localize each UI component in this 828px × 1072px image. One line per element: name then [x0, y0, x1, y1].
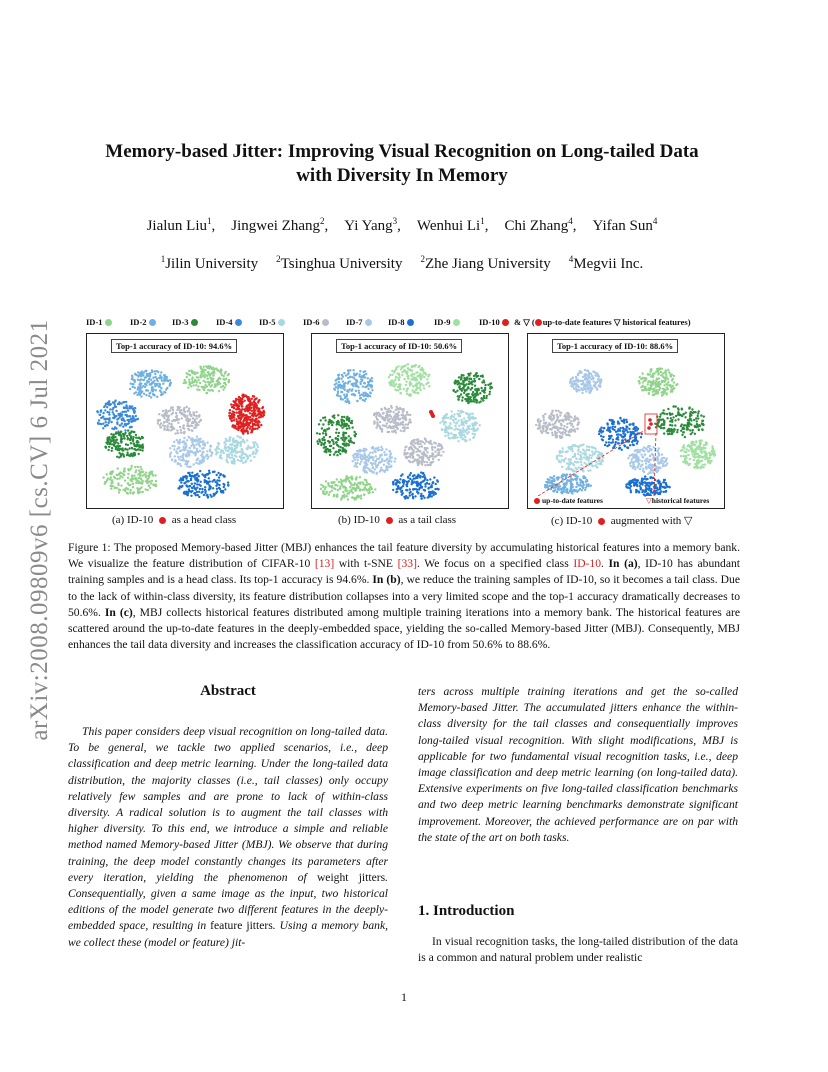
affiliation: $^4$Megvii Inc.: [568, 254, 644, 272]
accuracy-label-a: Top-1 accuracy of ID-10: 94.6%: [111, 339, 237, 353]
tsne-scatter-b: [312, 334, 508, 508]
legend-tail: & ▽ ( up-to-date features ▽ historical features): [514, 317, 691, 327]
tsne-scatter-a: [87, 334, 283, 508]
inset-up-label: up-to-date features: [534, 496, 603, 505]
figure-legend: [86, 317, 722, 331]
legend-item: ID-1: [86, 317, 112, 327]
author-name: Jialun Liu$^1$,: [146, 216, 216, 234]
tsne-panel-a: [86, 333, 284, 509]
tsne-panel-c: [527, 333, 725, 509]
legend-item: ID-3: [172, 317, 198, 327]
legend-item: ID-9: [434, 317, 460, 327]
legend-item: ID-6: [303, 317, 329, 327]
affiliation: $^1$Jilin University: [160, 254, 259, 272]
legend-item: ID-4: [216, 317, 242, 327]
tsne-scatter-c: [528, 334, 724, 508]
accuracy-label-c: Top-1 accuracy of ID-10: 88.6%: [552, 339, 678, 353]
abstract-heading: Abstract: [200, 683, 256, 699]
abstract-text-col2: ters across multiple training iterations and get the so-called Memory-based Jitter. The accumulated jitters enhance the within-class diversity for the tail classes and consequentially improves long-tailed visual recognition. With slight modifications, MBJ is applicable for two fundamental visual recognition tasks, i.e., deep image classification and deep metric learning (on long-tailed data). Extensive experiments on five long-tailed classification benchmarks and two deep metric learning benchmarks demonstrate significant improvement. Moreover, the achieved performance are on par with the state of the art on both tasks.: [418, 685, 738, 844]
legend-item: ID-2: [130, 317, 156, 327]
subcaption-c: (c) ID-10 augmented with ▽: [551, 515, 693, 527]
author-name: Chi Zhang$^4$,: [504, 216, 577, 234]
arxiv-stamp: arXiv:2008.09809v6 [cs.CV] 6 Jul 2021: [26, 319, 53, 741]
accuracy-label-b: Top-1 accuracy of ID-10: 50.6%: [336, 339, 462, 353]
legend-item: ID-5: [259, 317, 285, 327]
abstract-text-col1: This paper considers deep visual recognition on long-tailed data. To be general, we tackle two applied scenarios, i.e., deep classification and deep metric learning. Under the long-tailed data distribution, the majority classes (i.e., tail classes) only occupy relatively few samples and are prone to lack of within-class diversity. A radical solution is to augment the tail classes with higher diversity. To this end, we introduce a simple and reliable method named Memory-based Jitter (MBJ). We observe that during training, the deep model constantly changes its parameters after every iteration, yielding the phenomenon of weight jitters. Consequentially, given a same image as the input, two historical editions of the model generate two different features in the deeply-embedded space, resulting in feature jitters. Using a memory bank, we collect these (model or feature) jit-: [68, 725, 389, 949]
author-list: [70, 218, 734, 235]
author-name: Yi Yang$^3$,: [344, 216, 401, 234]
author-name: Jingwei Zhang$^2$,: [231, 216, 329, 234]
legend-item: ID-7: [346, 317, 372, 327]
paper-title: Memory-based Jitter: Improving Visual Recognition on Long-tailed Data with Diversity In Memory: [105, 141, 699, 186]
subcaption-a: (a) ID-10 as a head class: [112, 514, 237, 526]
legend-item: ID-10: [479, 317, 509, 327]
figure-caption: Figure 1: The proposed Memory-based Jitter (MBJ) enhances the tail feature diversity by accumulating historical features into a memory bank. We visualize the feature distribution of CIFAR-10 [13] with t-SNE [33]. We focus on a specified class ID-10. In (a), ID-10 has abundant training samples and is a head class. Its top-1 accuracy is 94.6%. In (b), we reduce the training samples of ID-10, so it becomes a tail class. Due to the lack of within-class diversity, its feature distribution collapses into a very limited scope and the top-1 accuracy dramatically decreases to 50.6%. In (c), MBJ collects historical features distributed among multiple training iterations into a memory bank. The historical features are scattered around the up-to-date features in the deeply-embedded space, yielding the so-called Memory-based Jitter (MBJ). Consequently, MBJ enhances the tail data diversity and increases the classification accuracy of ID-10 from 50.6% to 88.6%.: [68, 541, 741, 652]
page-number: 1: [401, 990, 407, 1004]
inset-hist-label: ▽historical features: [646, 496, 710, 505]
affiliation-list: [70, 256, 734, 273]
author-name: Wenhui Li$^1$,: [416, 216, 489, 234]
legend-item: ID-8: [388, 317, 414, 327]
tsne-panel-b: [311, 333, 509, 509]
affiliation: $^2$Tsinghua University: [276, 254, 403, 272]
intro-text: In visual recognition tasks, the long-tailed distribution of the data is a common and natural problem under realistic: [418, 935, 738, 965]
subcaption-b: (b) ID-10 as a tail class: [338, 514, 457, 526]
intro-heading: 1. Introduction: [418, 903, 515, 919]
author-name: Yifan Sun$^4$: [592, 216, 658, 234]
affiliation: $^2$Zhe Jiang University: [420, 254, 551, 272]
